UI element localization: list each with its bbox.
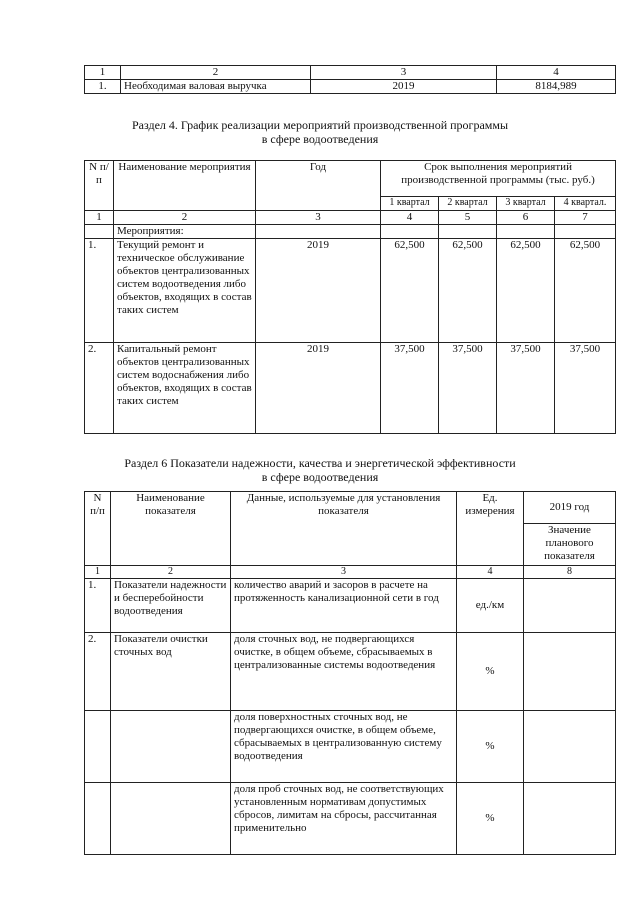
t3-header-num: N п/п [85,492,111,566]
t3-row4-num [85,783,111,855]
table-row [85,239,616,343]
t2-quarter-2: 2 квартал [439,197,497,211]
t2-row2-q3: 37,500 [497,343,555,434]
t3-row4-data: доля проб сточных вод, не соответствующих установленным нормативам допустимых сбросов, лимитам на сбросы, рассчитанная применительно [231,783,457,855]
t3-colnum-1: 1 [85,566,111,579]
t3-row3-num [85,711,111,783]
t3-row1-data: количество аварий и засоров в расчете на протяженность канализационной сети в год [231,579,457,633]
t2-quarter-1: 1 квартал [381,197,439,211]
table-row [85,633,616,711]
t3-colnum-2: 2 [111,566,231,579]
table-row [85,343,616,434]
t3-header-year: 2019 год [524,492,616,524]
t2-colnum-1: 1 [85,211,114,225]
section6-title [0,456,640,484]
t2-header-name: Наименование мероприятия [114,161,256,211]
t2-quarter-4: 4 квартал. [555,197,616,211]
t2-colnum-3: 3 [256,211,381,225]
t2-row1-q1: 62,500 [381,239,439,343]
t3-row2-name: Показатели очистки сточных вод [111,633,231,711]
t3-row2-value [524,633,616,711]
t3-row4-unit: % [457,783,524,855]
t3-colnum-4: 4 [457,566,524,579]
t3-row3-unit: % [457,711,524,783]
t2-row1-name: Текущий ремонт и техническое обслуживание объектов централизованных систем водоотведения либо объектов, входящих в состав таких систем [114,239,256,343]
t2-header-term: Срок выполнения мероприятий производственной программы (тыс. руб.) [381,161,616,197]
t1-header-4: 4 [497,66,616,80]
t3-header-plan: Значение планового показателя [524,524,616,566]
t3-colnum-8: 8 [524,566,616,579]
t1-row-year: 2019 [311,80,497,94]
t3-row2-unit: % [457,633,524,711]
t1-row-num: 1. [85,80,121,94]
t2-row2-num: 2. [85,343,114,434]
t2-row1-year: 2019 [256,239,381,343]
t2-row1-num: 1. [85,239,114,343]
t2-row1-q4: 62,500 [555,239,616,343]
t3-row4-value [524,783,616,855]
section4-title-line2: в сфере водоотведения [261,132,379,146]
t3-row1-unit: ед./км [457,579,524,633]
schedule-table [84,160,616,434]
t3-row4-name [111,783,231,855]
t3-row1-num: 1. [85,579,111,633]
t2-colnum-6: 6 [497,211,555,225]
t1-header-1: 1 [85,66,121,80]
t3-row2-data: доля сточных вод, не подвергающихся очистке, в общем объеме, сбрасываемых в централизованные системы водоотведения [231,633,457,711]
section4-title [0,118,640,146]
t1-row-name: Необходимая валовая выручка [121,80,311,94]
t2-row2-q2: 37,500 [439,343,497,434]
section4-title-line1: Раздел 4. График реализации мероприятий производственной программы [131,118,509,132]
t3-row3-data: доля поверхностных сточных вод, не подвергающихся очистке, в общем объеме, сбрасываемых в централизованную систему водоотведения [231,711,457,783]
table-row [85,711,616,783]
t2-quarter-3: 3 квартал [497,197,555,211]
t3-row1-name: Показатели надежности и бесперебойности водоотведения [111,579,231,633]
t2-row1-q2: 62,500 [439,239,497,343]
section6-title-line2: в сфере водоотведения [261,470,379,484]
t3-header-data: Данные, используемые для установления показателя [231,492,457,566]
t1-row-value: 8184,989 [497,80,616,94]
t2-colnum-2: 2 [114,211,256,225]
revenue-table [84,65,616,94]
t2-row2-name: Капитальный ремонт объектов централизованных систем водоснабжения либо объектов, входящих в состав таких систем [114,343,256,434]
t2-group-label: Мероприятия: [114,225,256,239]
t1-header-2: 2 [121,66,311,80]
section6-title-line1: Раздел 6 Показатели надежности, качества и энергетической эффективности [124,456,516,470]
t2-colnum-4: 4 [381,211,439,225]
t3-row3-value [524,711,616,783]
t3-colnum-3: 3 [231,566,457,579]
indicators-table [84,491,616,855]
t2-row2-year: 2019 [256,343,381,434]
t3-row2-num: 2. [85,633,111,711]
t2-row1-q3: 62,500 [497,239,555,343]
t2-row2-q1: 37,500 [381,343,439,434]
t2-colnum-5: 5 [439,211,497,225]
table-row [85,783,616,855]
t2-header-year: Год [256,161,381,211]
t3-header-name: Наименование показателя [111,492,231,566]
t3-row3-name [111,711,231,783]
t3-header-unit: Ед. измерения [457,492,524,566]
t3-row1-value [524,579,616,633]
t2-header-num: N п/п [85,161,114,211]
table-row [85,579,616,633]
t2-colnum-7: 7 [555,211,616,225]
t2-row2-q4: 37,500 [555,343,616,434]
t1-header-3: 3 [311,66,497,80]
